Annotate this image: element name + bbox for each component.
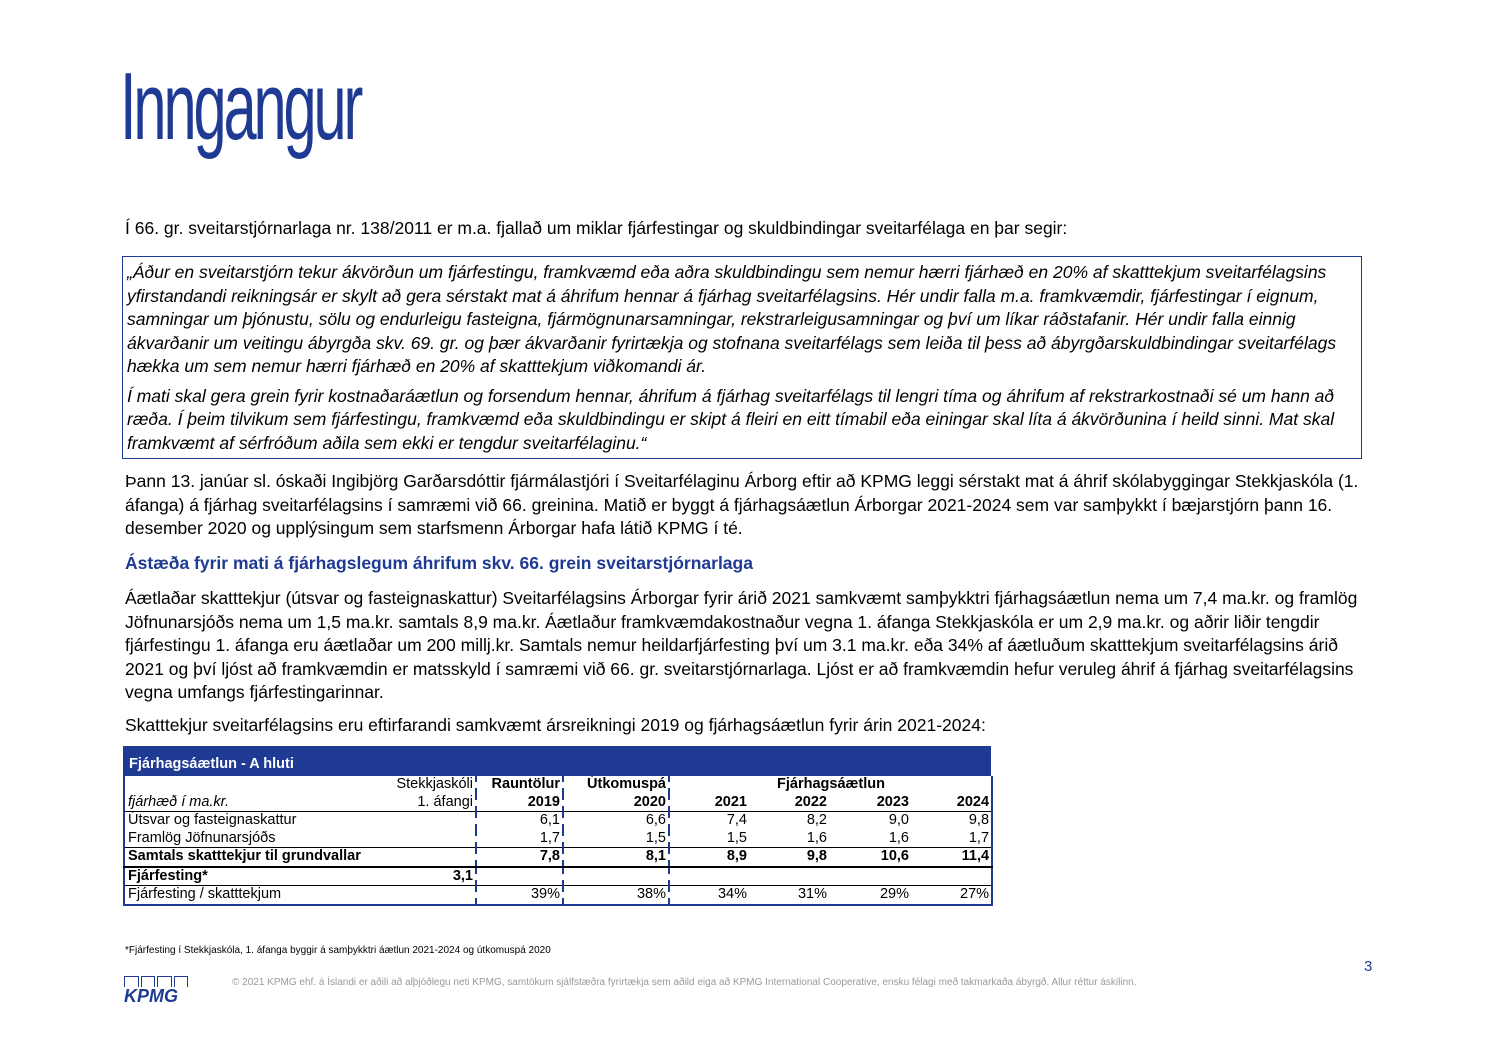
table-row — [124, 812, 992, 830]
value-cell: 1,5 — [563, 830, 669, 848]
value-cell: 6,6 — [563, 812, 669, 830]
row-label: Framlög Jöfnunarsjóðs — [128, 829, 276, 846]
table-row — [124, 886, 992, 905]
value-cell: 39% — [476, 886, 563, 905]
logo-wordmark: KPMG — [124, 986, 178, 1006]
table-row-total — [124, 848, 992, 867]
value-cell: 9,8 — [749, 848, 829, 867]
year-header: 2020 — [563, 794, 669, 812]
value-cell — [563, 867, 669, 886]
table-row — [124, 830, 992, 848]
row-label: Fjárfesting / skatttekjum — [124, 886, 369, 905]
year-header: 2022 — [749, 794, 829, 812]
intro-paragraph: Í 66. gr. sveitarstjórnarlaga nr. 138/2011 er m.a. fjallað um miklar fjárfestingar og skuldbindingar sveitarfélaga en þar segir: — [125, 218, 1068, 238]
year-header: 2024 — [911, 794, 992, 812]
value-cell: 29% — [829, 886, 911, 905]
footnote: *Fjárfesting í Stekkjaskóla, 1. áfanga byggir á samþykktri áætlun 2021-2024 og útkomuspá 2020 — [125, 945, 551, 956]
stekk-header-line2: 1. áfangi — [369, 794, 476, 812]
value-cell: 34% — [669, 886, 749, 905]
value-cell: 8,2 — [806, 812, 827, 828]
budget-header: Fjárhagsáætlun — [777, 776, 885, 792]
value-cell: 8,1 — [563, 848, 669, 867]
budget-table — [123, 776, 993, 906]
value-cell: 31% — [749, 886, 829, 905]
request-text: Þann 13. janúar sl. óskaði Ingibjörg Garðarsdóttir fjármálastjóri í Sveitarfélaginu Árborg eftir að KPMG leggi sérstakt mat á áhrif skólabyggingar Stekkjaskóla (1. áfanga) á fjárhag sveitarfélagsins í samræmi við 66. greinina. Matið er byggt á fjárhagsáætlun Árborgar 2021-2024 sem var samþykkt í bæjarstjórn þann 16. desember 2020 og upplýsingum sem starfsmenn Árborgar hafa látið KPMG í té. — [125, 471, 1359, 538]
year-header: 2021 — [669, 794, 749, 812]
value-cell: 27% — [911, 886, 992, 905]
value-cell — [669, 867, 749, 886]
stekk-cell — [369, 812, 476, 830]
quote-paragraph-1: „Áður en sveitarstjórn tekur ákvörðun um fjárfestingu, framkvæmd eða aðra skuldbindingu sem nemur hærri fjárhæð en 20% af skatttekjum sveitarfélagsins yfirstandandi reikningsár er skylt að gera sérstakt mat á áhrifum hennar á fjárhag sveitarfélagsins. Hér undir falla m.a. framkvæmdir, fjárfestingar í eignum, samningar um þjónustu, sölu og endurleigu fasteigna, fjármögnunarsamningar, rekstrarleigusamningar og því um líkar ráðstafanir. Hér undir falla einnig ákvarðanir um veitingu ábyrgða skv. 69. gr. og þær ákvarðanir fyrirtækja og stofnana sveitarfélags sem leiða til þess að ábyrgðarskuldbindingar sveitarfélags hækka um sem nemur hærri fjárhæð en 20% af skatttekjum viðkomandi ár. — [127, 262, 1337, 376]
value-cell — [476, 867, 563, 886]
row-label: Fjárfesting* — [124, 867, 369, 886]
value-cell: 6,1 — [476, 812, 563, 830]
value-cell: 8,9 — [669, 848, 749, 867]
value-cell: 10,6 — [829, 848, 911, 867]
copyright-notice: © 2021 KPMG ehf. á Íslandi er aðili að alþjóðlegu neti KPMG, samtökum sjálfstæðra fyrirtækja sem aðild eiga að KPMG International Cooperative, ensku félagi með takmarkaða ábyrgð. Allur réttur áskilinn. — [232, 977, 1137, 988]
reason-paragraph — [125, 587, 1375, 705]
law-quote-box — [122, 256, 1362, 459]
value-cell — [749, 867, 829, 886]
stekk-cell — [369, 830, 476, 848]
row-label: Samtals skatttekjur til grundvallar — [124, 848, 369, 867]
value-cell: 7,4 — [726, 812, 747, 828]
table-header-row-1 — [124, 776, 992, 794]
stekk-header-line1: Stekkjaskóli — [396, 776, 473, 792]
section-heading: Ástæða fyrir mati á fjárhagslegum áhrifum skv. 66. grein sveitarstjórnarlaga — [125, 553, 753, 573]
request-paragraph — [125, 470, 1375, 541]
value-cell: 11,4 — [911, 848, 992, 867]
table-row-investment — [124, 867, 992, 886]
stekk-cell: 3,1 — [369, 867, 476, 886]
budget-table-caption: Fjárhagsáætlun - A hluti — [123, 746, 991, 776]
unit-label: fjárhæð í ma.kr. — [124, 794, 369, 812]
row-label: Útsvar og fasteignaskattur — [128, 812, 297, 828]
year-header: 2019 — [476, 794, 563, 812]
kpmg-logo — [124, 976, 188, 1005]
value-cell: 7,8 — [476, 848, 563, 867]
value-cell: 38% — [563, 886, 669, 905]
value-cell: 9,0 — [888, 812, 909, 828]
year-header: 2023 — [829, 794, 911, 812]
value-cell: 9,8 — [968, 812, 990, 828]
reason-text: Áætlaðar skatttekjur (útsvar og fasteignaskattur) Sveitarfélagsins Árborgar fyrir árið 2021 samkvæmt samþykktri fjárhagsáætlun nema um 7,4 ma.kr. og framlög Jöfnunarsjóðs nema um 1,5 ma.kr. samtals 8,9 ma.kr. Áætlaður framkvæmdakostnaður vegna 1. áfanga Stekkjaskóla er um 2,9 ma.kr. og aðrir liðir tengdir fjárfestingu 1. áfanga eru áætlaðar um 200 millj.kr. Samtals nemur heildarfjárfesting því um 3.1 ma.kr. eða 34% af áætluðum skatttekjum sveitarfélagsins árið 2021 og því ljóst að framkvæmdin er matsskyld í samræmi við 66. gr. sveitarstjórnarlaga. Ljóst er að framkvæmdin hefur veruleg áhrif á fjárhag sveitarfélagsins vegna umfangs fjárfestingarinnar. — [125, 588, 1358, 702]
budget-table-container — [123, 746, 991, 906]
table-intro-paragraph — [125, 714, 1375, 738]
value-cell: 1,5 — [726, 829, 747, 846]
value-cell: 1,6 — [888, 829, 909, 846]
page-number: 3 — [1364, 958, 1373, 975]
value-cell — [829, 867, 911, 886]
stekk-cell — [369, 886, 476, 905]
value-cell — [911, 867, 992, 886]
stekk-cell — [369, 848, 476, 867]
table-header-row-2 — [124, 794, 992, 812]
quote-paragraph-2: Í mati skal gera grein fyrir kostnaðaráætlun og forsendum hennar, áhrifum á fjárhag sveitarfélags til lengri tíma og áhrifum af rekstrarkostnaði sé um hann að ræða. Í þeim tilvikum sem fjárfestingu, framkvæmd eða skuldbindingu er skipt á fleiri en eitt tímabil eða einingar skal líta á ákvörðunina í heild sinni. Mat skal framkvæmt af sérfróðum aðila sem ekki er tengdur sveitarfélaginu.“ — [127, 385, 1335, 453]
actual-header: Rauntölur — [476, 776, 563, 794]
forecast-header: Útkomuspá — [563, 776, 669, 794]
value-cell: 1,7 — [968, 829, 990, 846]
table-intro-text: Skatttekjur sveitarfélagsins eru eftirfarandi samkvæmt ársreikningi 2019 og fjárhagsáætlun fyrir árin 2021-2024: — [125, 715, 986, 735]
value-cell: 1,7 — [476, 830, 563, 848]
value-cell: 1,6 — [806, 829, 827, 846]
page-title: Inngangur — [120, 53, 361, 160]
